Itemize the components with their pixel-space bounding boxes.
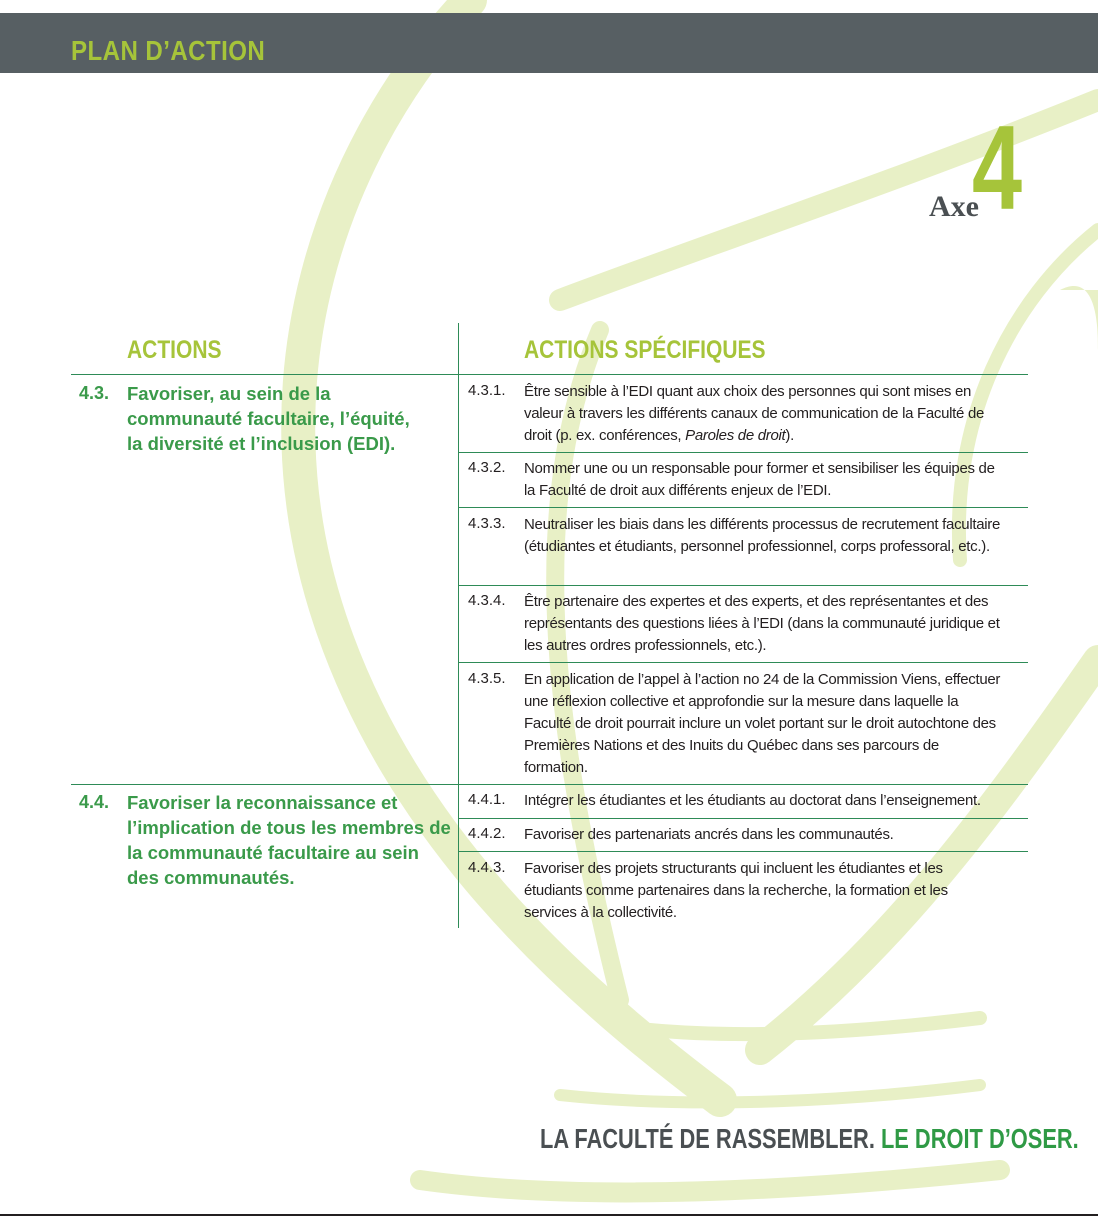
footer-slogan (540, 1123, 1079, 1155)
specific-action-number: 4.3.1. (468, 382, 506, 399)
specific-action-text: Neutraliser les biais dans les différents processus de recrutement facultaire (étudiantes et étudiants, personnel professionnel, corps professoral, etc.). (524, 516, 1001, 555)
table-rule (458, 818, 1028, 819)
page-section-title: PLAN D’ACTION (71, 35, 266, 66)
specific-action-text (524, 381, 1004, 447)
table-rule (458, 851, 1028, 852)
table-rule (458, 452, 1028, 453)
specific-action-text-part: ). (785, 427, 794, 444)
table-rule-section (71, 784, 1028, 785)
specific-action-italic-title: Paroles de droit (685, 427, 786, 444)
axe-label: Axe (929, 190, 979, 223)
table-rule (458, 507, 1028, 508)
table-rule-top (71, 374, 1028, 375)
specific-action-text: Être partenaire des expertes et des experts, et des représentantes et des représentants des questions liées à l’EDI (dans la communauté juridique et les autres ordres professionnels, etc.). (524, 593, 1000, 654)
bottom-rule (0, 1214, 1098, 1216)
specific-action-text: Favoriser des projets structurants qui incluent les étudiantes et les étudiants comme partenaires dans la recherche, la formation et les services à la collectivité. (524, 860, 948, 921)
specific-action-number: 4.3.3. (468, 515, 506, 532)
swoosh-fill-right (1060, 286, 1098, 350)
footer-slogan-part1: LA FACULTÉ DE RASSEMBLER. (540, 1123, 875, 1154)
header-bar (0, 13, 1098, 73)
specific-action-number: 4.3.5. (468, 670, 506, 687)
column-divider (458, 323, 459, 928)
table-rule (458, 585, 1028, 586)
action-number: 4.3. (79, 383, 110, 403)
specific-action-text: En application de l’appel à l’action no 24 de la Commission Viens, effectuer une réflexion collective et approfondie sur la mesure dans laquelle la Faculté de droit pourrait inclure un volet portant sur le droit autochtone des Premières Nations et des Inuits du Québec dans ses parcours de formation. (524, 671, 1001, 776)
swoosh-bottom-2 (560, 1085, 980, 1102)
action-text: Favoriser, au sein de la communauté facultaire, l’équité, la diversité et l’inclusion (EDI). (127, 383, 410, 454)
specific-action-number: 4.4.1. (468, 791, 506, 808)
column-header-specific-actions: ACTIONS SPÉCIFIQUES (524, 336, 766, 364)
table-rule (458, 662, 1028, 663)
specific-action-number: 4.3.4. (468, 592, 506, 609)
specific-action-number: 4.4.3. (468, 859, 506, 876)
swoosh-bottom-3 (420, 1170, 1000, 1192)
specific-action-number: 4.4.2. (468, 825, 506, 842)
specific-action-text: Intégrer les étudiantes et les étudiants au doctorat dans l’enseignement. (524, 792, 981, 809)
specific-action-text-part: Être sensible à l’EDI quant aux choix des personnes qui sont mises en valeur à travers les différents canaux de communication de la Faculté de droit (p. ex. conférences, (524, 383, 985, 444)
action-number: 4.4. (79, 792, 110, 812)
specific-action-text: Favoriser des partenariats ancrés dans les communautés. (524, 826, 894, 843)
footer-slogan-part2: LE DROIT D’OSER. (880, 1123, 1079, 1154)
column-header-actions: ACTIONS (127, 336, 222, 364)
specific-action-number: 4.3.2. (468, 459, 506, 476)
specific-action-text: Nommer une ou un responsable pour former et sensibiliser les équipes de la Faculté de droit aux différents enjeux de l’EDI. (524, 460, 995, 499)
action-text: Favoriser la reconnaissance et l’implication de tous les membres de la communauté facultaire au sein des communautés. (127, 792, 451, 888)
axe-number: 4 (972, 101, 1023, 235)
